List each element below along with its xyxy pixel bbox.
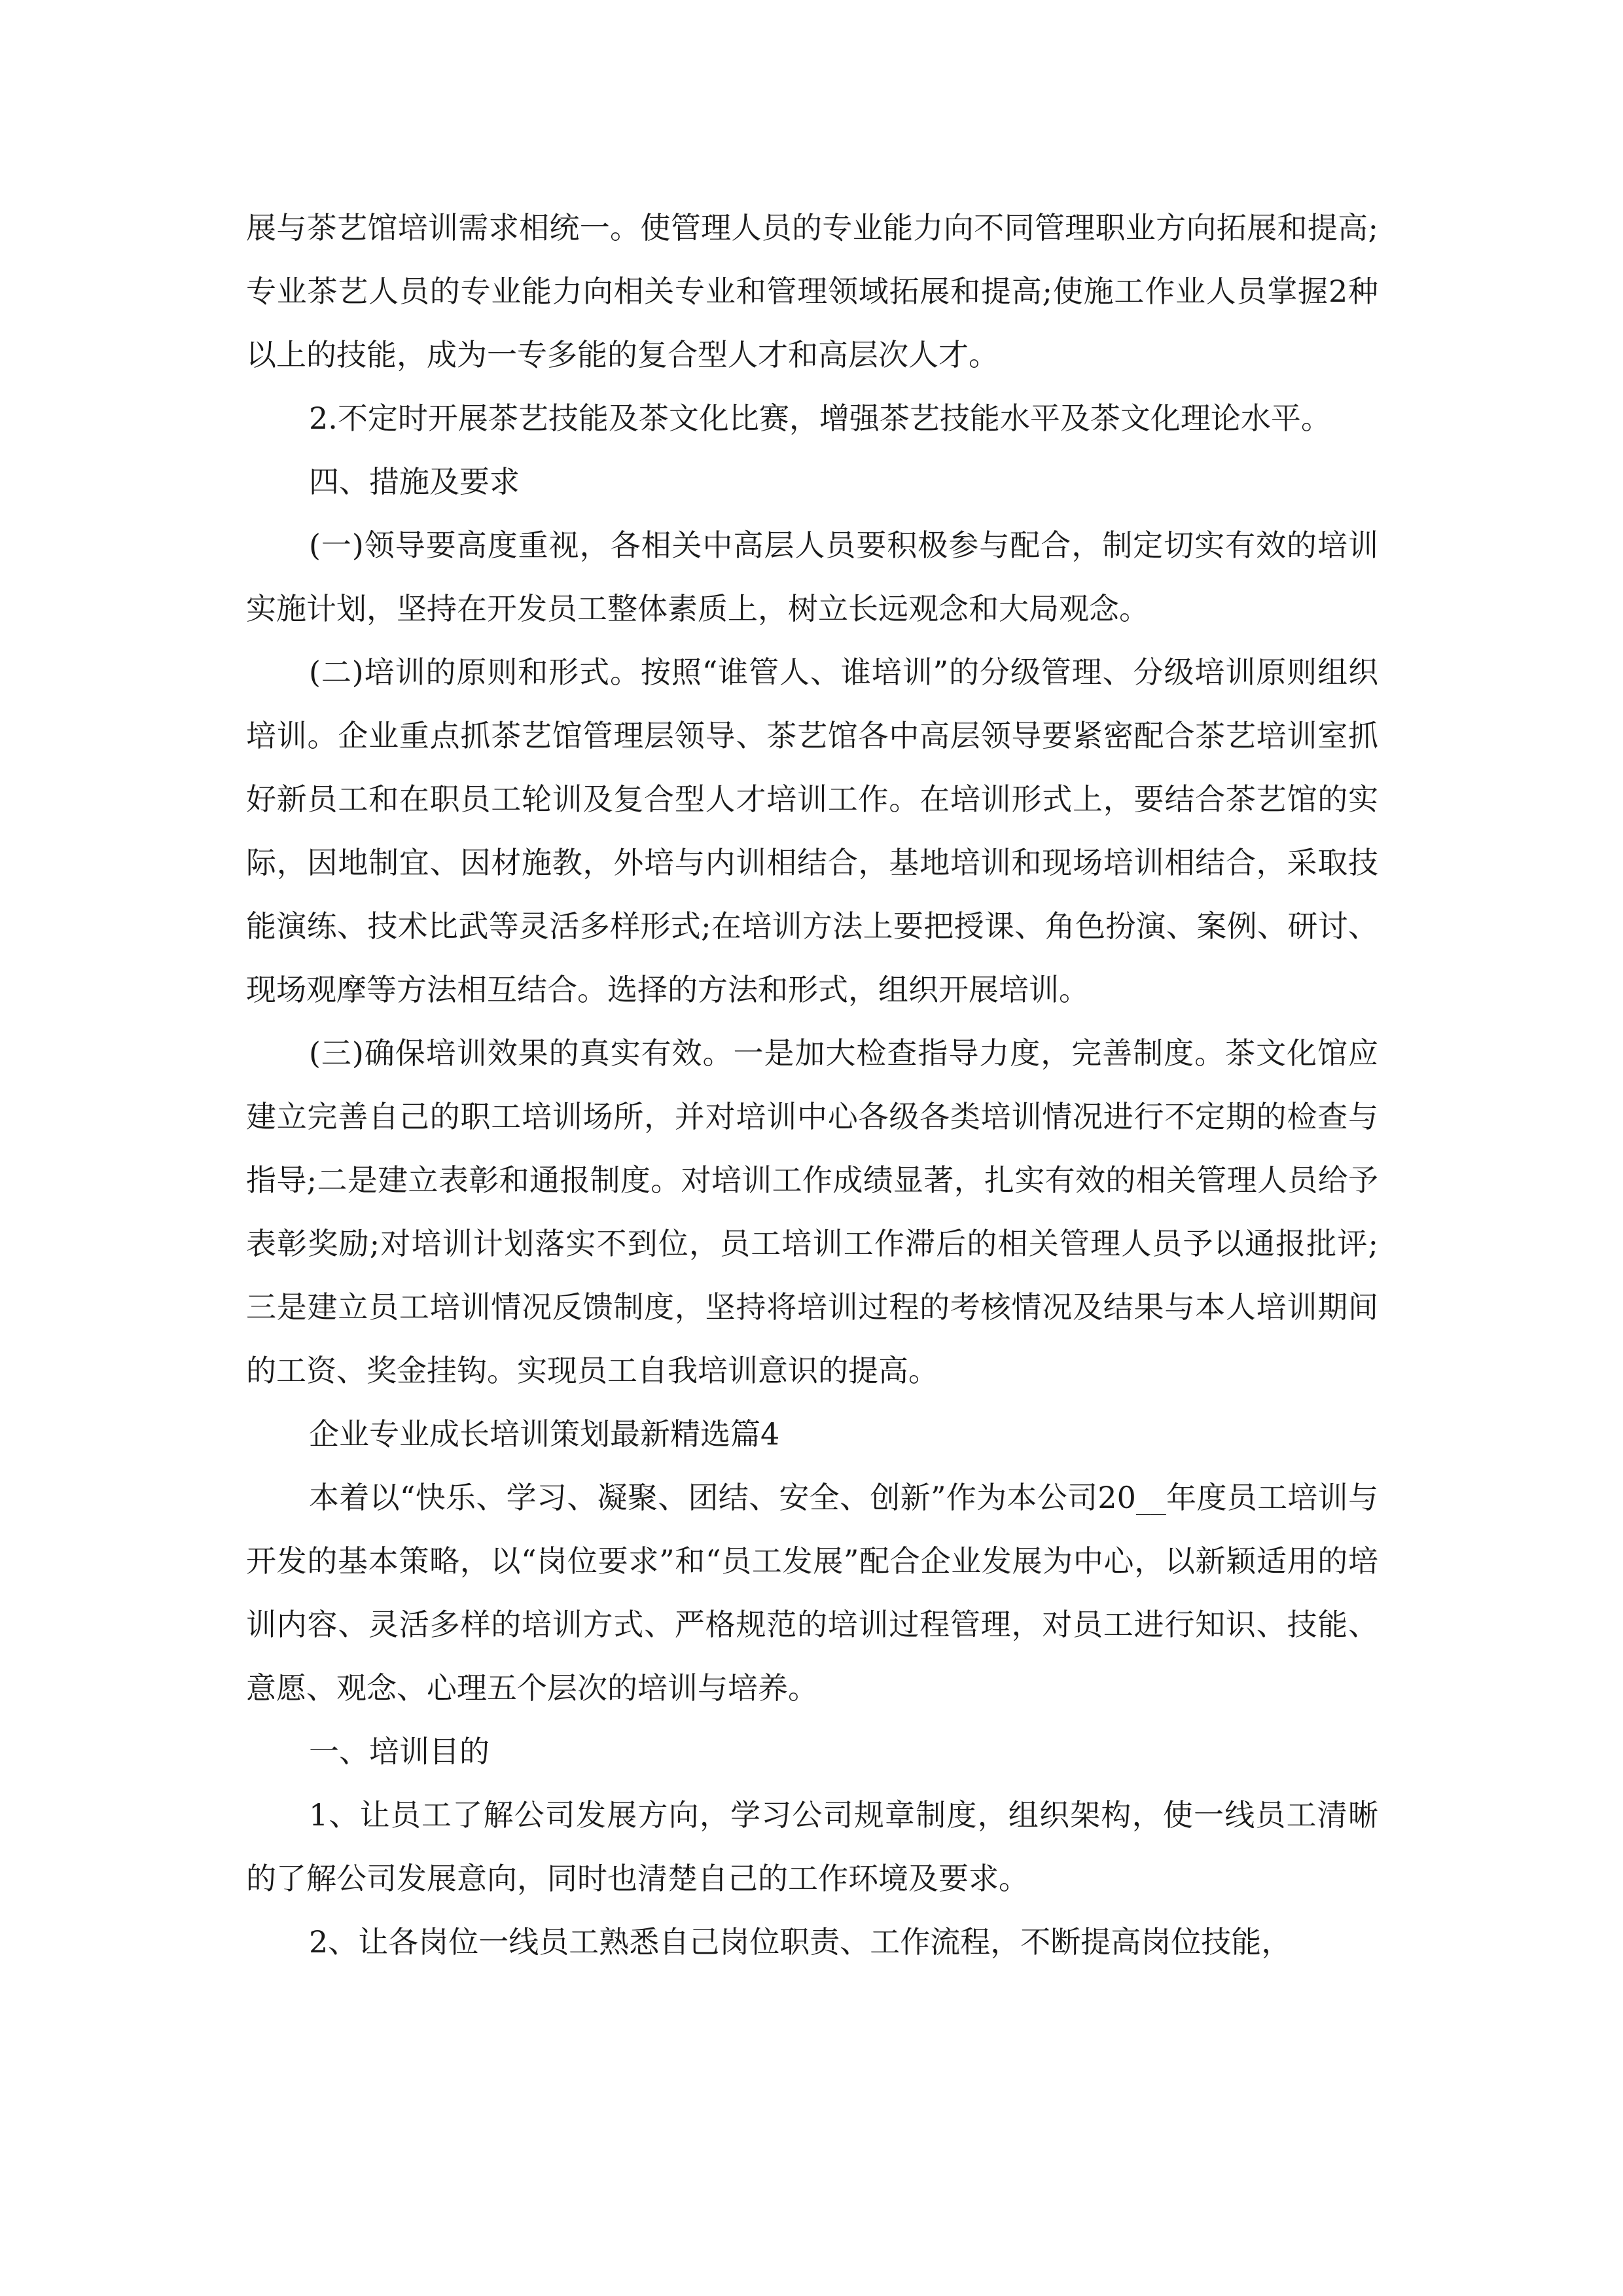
section-heading-measures: 四、措施及要求 [309, 464, 520, 499]
paragraph-3: (一)领导要高度重视，各相关中高层人员要积极参与配合，制定切实有效的培训实施计划，坚持在开发员工整体素质上，树立长远观念和大局观念。 [246, 528, 1378, 626]
paragraph-4: (二)培训的原则和形式。按照“谁管人、谁培训”的分级管理、分级培训原则组织培训。企业重点抓茶艺馆管理层领导、茶艺馆各中高层领导要紧密配合茶艺培训室抓好新员工和在职员工轮训及复合型人才培训工作。在培训形式上，要结合茶艺馆的实际，因地制宜、因材施教，外培与内训相结合，基地培训和现场培训相结合，采取技能演练、技术比武等灵活多样形式;在培训方法上要把授课、角色扮演、案例、研讨、现场观摩等方法相互结合。选择的方法和形式，组织开展培训。 [246, 655, 1378, 1007]
article-title: 企业专业成长培训策划最新精选篇4 [309, 1416, 780, 1452]
paragraph-2: 2.不定时开展茶艺技能及茶文化比赛，增强茶艺技能水平及茶文化理论水平。 [309, 401, 1331, 436]
document-body [246, 196, 1378, 1974]
paragraph-8: 2、让各岗位一线员工熟悉自己岗位职责、工作流程，不断提高岗位技能， [309, 1924, 1292, 1960]
paragraph-1: 展与茶艺馆培训需求相统一。使管理人员的专业能力向不同管理职业方向拓展和提高;专业茶艺人员的专业能力向相关专业和管理领域拓展和提高;使施工作业人员掌握2种以上的技能，成为一专多能的复合型人才和高层次人才。 [246, 210, 1378, 372]
paragraph-7: 1、让员工了解公司发展方向，学习公司规章制度，组织架构，使一线员工清晰的了解公司发展意向，同时也清楚自己的工作环境及要求。 [246, 1797, 1378, 1896]
paragraph-5: (三)确保培训效果的真实有效。一是加大检查指导力度，完善制度。茶文化馆应建立完善自己的职工培训场所，并对培训中心各级各类培训情况进行不定期的检查与指导;二是建立表彰和通报制度。对培训工作成绩显著，扎实有效的相关管理人员给予表彰奖励;对培训计划落实不到位，员工培训工作滞后的相关管理人员予以通报批评;三是建立员工培训情况反馈制度，坚持将培训过程的考核情况及结果与本人培训期间的工资、奖金挂钩。实现员工自我培训意识的提高。 [246, 1035, 1378, 1388]
paragraph-6: 本着以“快乐、学习、凝聚、团结、安全、创新”作为本公司20__年度员工培训与开发的基本策略，以“岗位要求”和“员工发展”配合企业发展为中心，以新颖适用的培训内容、灵活多样的培训方式、严格规范的培训过程管理，对员工进行知识、技能、意愿、观念、心理五个层次的培训与培养。 [246, 1480, 1378, 1706]
section-heading-purpose: 一、培训目的 [309, 1734, 490, 1769]
